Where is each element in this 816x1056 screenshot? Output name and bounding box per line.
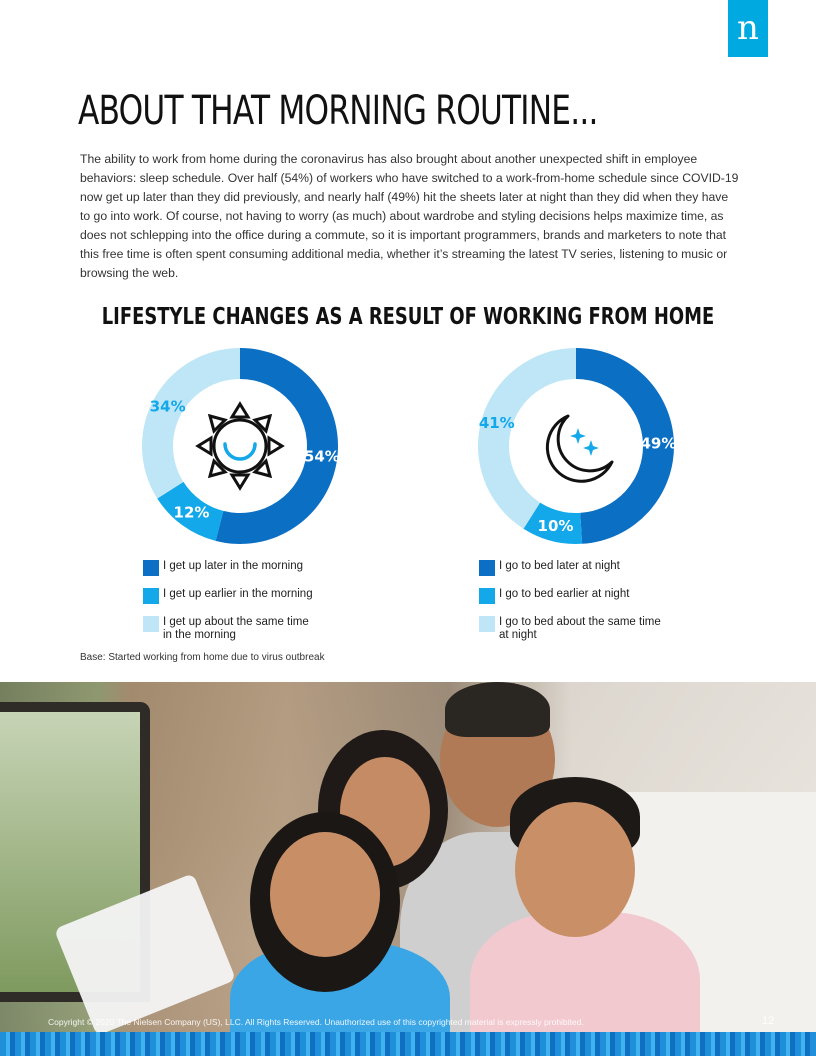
page-title: ABOUT THAT MORNING ROUTINE... [78,88,598,134]
intro-paragraph: The ability to work from home during the coronavirus has also brought about another unexpected shift in employee behaviors: sleep schedule. Over half (54%) of workers who have switched to a work-from-home schedule since COVID-19 now get up later than they did previously, and nearly half (49%) hit the sheets later at night than they did when they have to go into work. Of course, not having to worry (as much) about wardrobe and styling decisions helps maximize time, as does not schlepping into the office during a commute, so it is important programmers, brands and marketers to note that this free time is often spent consuming additional media, whether it’s streaming the latest TV series, listening to music or browsing the web. [80,152,739,280]
donut-data-label-3: 41% [478,413,515,432]
legend-swatch-light-blue [479,616,495,632]
legend-swatch-dark-blue [143,560,159,576]
copyright-notice: Copyright © 2020 The Nielsen Company (US), LLC. All Rights Reserved. Unauthorized use of this copyrighted material is expressly prohibited. [48,1017,584,1027]
decorative-band [0,1032,816,1056]
legend-item [143,614,383,642]
legend-swatch-blue [143,588,159,604]
legend-swatch-dark-blue [479,560,495,576]
legend-label: I get up earlier in the morning [163,588,313,600]
legend-label: I go to bed about the same time at night [499,616,661,641]
legend-label: I get up about the same time in the morning [163,616,309,641]
family-photo [0,682,816,1056]
legend-label: I go to bed earlier at night [499,588,630,600]
legend-item [479,558,719,586]
donut-svg-morning [140,346,340,546]
donut-chart-morning [140,346,340,546]
photo-father-hair [445,682,550,737]
donut-chart-night [476,346,676,546]
legend-label: I go to bed later at night [499,560,620,572]
nielsen-logo: n [728,0,768,57]
base-note: Base: Started working from home due to virus outbreak [80,652,325,663]
sun-icon [198,404,282,488]
donut-data-label-2: 12% [173,503,210,522]
donut-data-label-1: 49% [640,434,677,453]
legend-item [143,558,383,586]
legend-item [479,586,719,614]
legend-item [479,614,719,642]
moon-icon [547,416,612,481]
chart-title: LIFESTYLE CHANGES AS A RESULT OF WORKING FROM HOME [101,304,715,330]
photo-boy-head [515,802,635,937]
legend-label: I get up later in the morning [163,560,303,572]
legend-night [479,558,719,642]
legend-swatch-light-blue [143,616,159,632]
legend-swatch-blue [479,588,495,604]
photo-girl-head [270,832,380,957]
donut-data-label-1: 54% [303,447,340,466]
page-number: 12 [762,1015,775,1027]
donut-slice-3 [478,348,576,529]
legend-morning [143,558,383,642]
donut-svg-night [476,346,676,546]
donut-data-label-2: 10% [537,516,574,535]
legend-item [143,586,383,614]
donut-data-label-3: 34% [149,397,186,416]
